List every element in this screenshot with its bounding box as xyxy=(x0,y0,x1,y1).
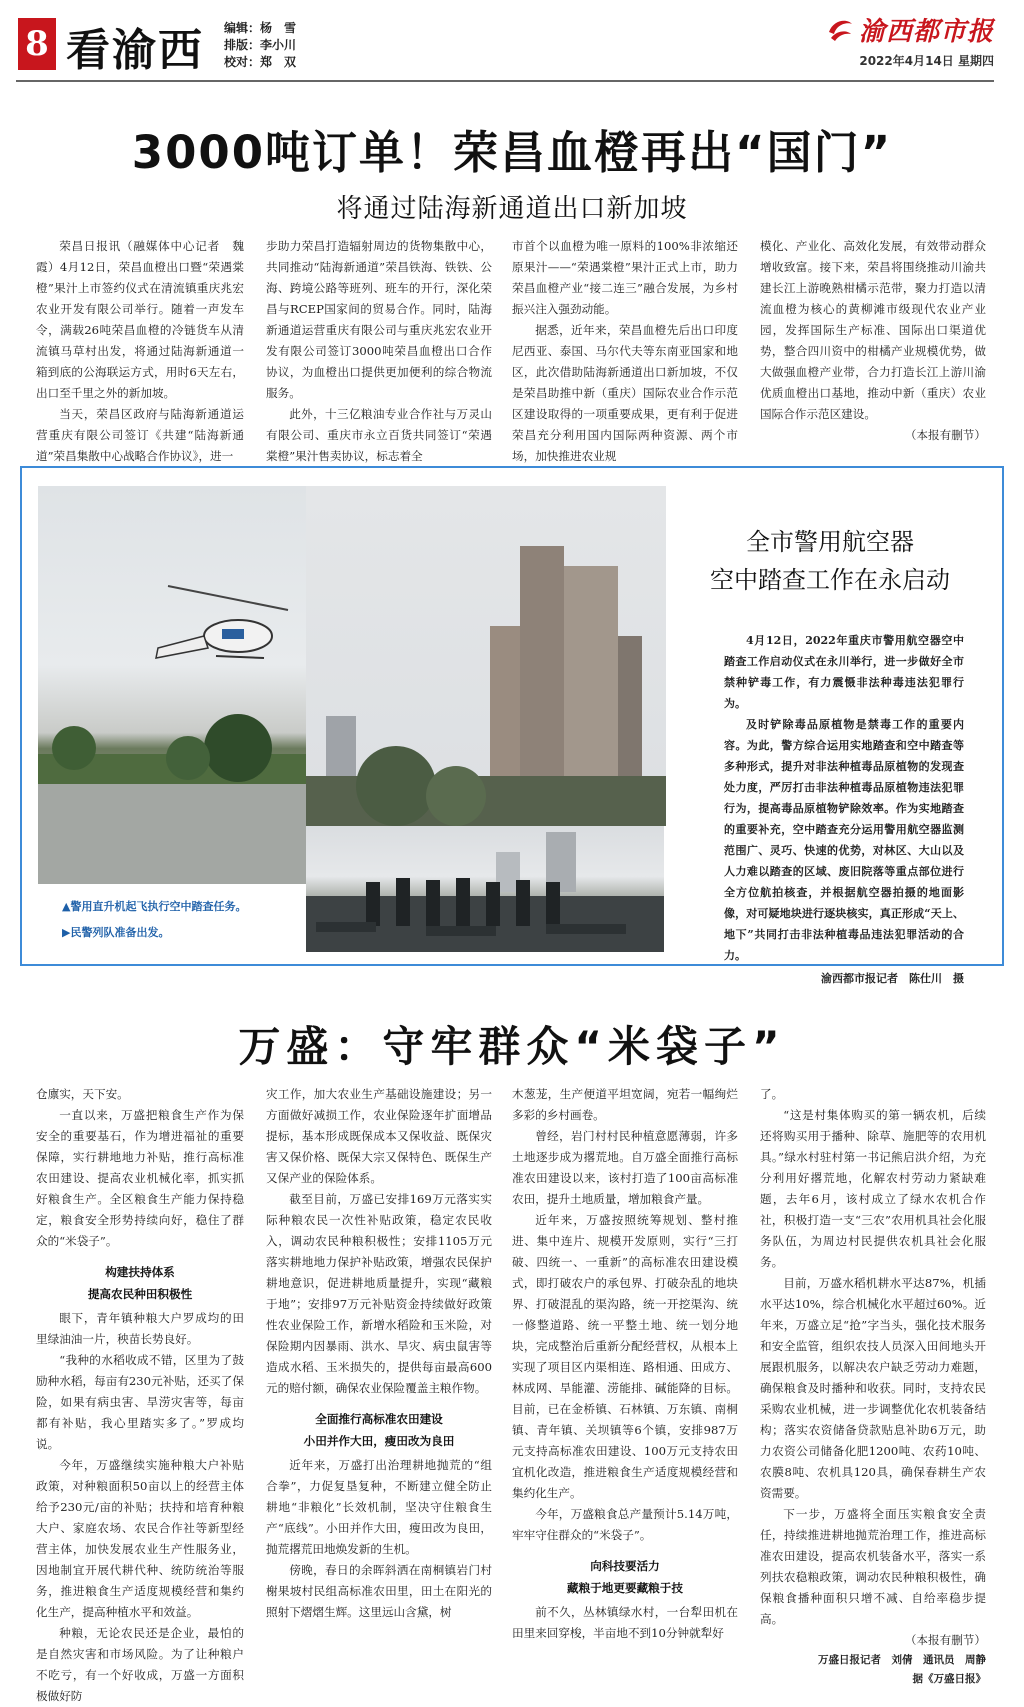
paragraph: 一直以来，万盛把粮食生产作为保安全的重要基石，作为增进福祉的重要保障，实行耕地地力补贴，推行高标准农田建设、提高农业机械化率，抓实抓好粮食生产。全区粮食生产能力保持稳定，粮食安全形势持续向好，稳住了群众的“米袋子”。 xyxy=(36,1108,244,1248)
issue-date: 2022年4月14日 星期四 xyxy=(859,54,994,68)
paragraph: 仓廪实，天下安。 xyxy=(36,1087,129,1101)
paragraph: 今年，万盛粮食总产量预计5.14万吨，牢牢守住群众的“米袋子”。 xyxy=(512,1507,738,1542)
buildings-photo xyxy=(306,486,666,826)
paragraph: 此外，十三亿粮油专业合作社与万灵山有限公司、重庆市永立百货共同签订“荣遇棠橙”果汁售卖协议，标志着全 xyxy=(266,407,492,463)
story2-byline: 万盛日报记者 刘倩 通讯员 周静 xyxy=(818,1654,986,1666)
newspaper-logo xyxy=(825,12,994,46)
story2-byline: 据《万盛日报》 xyxy=(912,1673,986,1685)
photo-credit: 渝西都市报记者 陈仕川 摄 xyxy=(821,972,964,985)
paragraph: 截至目前，万盛已安排169万元落实实际种粮农民一次性补贴政策，稳定农民收入，调动农民种粮积极性；安排1105万元落实耕地地力保护补贴政策，增强农民保护耕地意识，促进耕地质量提升，实现“藏粮于地”；安排97万元补贴资金持续做好政策性农业保险工作，新增水稻险和玉米险，对保险期内因暴雨、洪水、旱灾、病虫鼠害等造成水稻、玉米损失的，提供每亩最高600元的赔付额，确保农业保险覆盖主粮作物。 xyxy=(266,1192,492,1395)
paragraph: 及时铲除毒品原植物是禁毒工作的重要内容。为此，警方综合运用实地踏查和空中踏查等多种形式，提升对非法种植毒品原植物的发现查处力度，严厉打击非法种植毒品原植物违法犯罪行为，提高毒品原植物铲除效率。作为实地踏查的重要补充，空中踏查充分运用警用航空器监测范围广、灵巧、快速的优势，对林区、大山以及人力难以踏查的区域、废旧院落等重点部位进行全方位航拍核查，并根据航空器拍摄的地面影像，对可疑地块进行逐块核实，真正形成“天上、地下”共同打击非法种植毒品违法犯罪活动的合力。 xyxy=(724,718,964,962)
story2-column-4 xyxy=(760,1084,986,1685)
team-caption: ▶民警列队准备出发。 xyxy=(62,926,170,939)
story2-headline: 万盛：守牢群众“米袋子” xyxy=(238,1022,786,1071)
story1-column-4 xyxy=(760,236,986,442)
story1-credit: （本报有删节） xyxy=(904,428,986,442)
section-subhead: 全面推行高标准农田建设 xyxy=(315,1412,443,1426)
story1-column-1 xyxy=(36,236,244,463)
paragraph: 市首个以血橙为唯一原料的100%非浓缩还原果汁——“荣遇棠橙”果汁正式上市，助力荣昌血橙产业“接二连三”融合发展，为乡村振兴注入强劲动能。 xyxy=(512,239,738,316)
paragraph: 曾经，岩门村村民种植意愿薄弱，许多土地逐步成为撂荒地。自万盛全面推行高标准农田建设以来，该村打造了100亩高标准农田，提升土地质量，增加粮食产量。 xyxy=(512,1129,738,1206)
paragraph: 近年来，万盛按照统筹规划、整村推进、集中连片、规模开发原则，实行“三打破、四统一、一重新”的高标准农田建设模式，即打破农户的承包界、打破杂乱的地块界、打破混乱的渠沟路，统一开挖渠沟、统一修整道路、统一平整土地、统一划分地块，完成整治后重新分配经营权，从根本上实现了项目区内渠相连、路相通、田成方、林成网、旱能灌、涝能排、碱能降的目标。目前，已在金桥镇、石林镇、万东镇、南桐镇、青年镇、关坝镇等6个镇，安排987万元支持高标准农田建设、100万元支持农田宜机化改造，推进粮食生产适度规模经营和集约化生产。 xyxy=(512,1213,738,1500)
story2-column-3 xyxy=(512,1084,738,1640)
page-number: 8 xyxy=(18,18,56,70)
section-subhead: 构建扶持体系 xyxy=(105,1265,175,1279)
paragraph: 傍晚，春日的余晖斜洒在南桐镇岩门村榭果坡村民组高标准农田里，田土在阳光的照射下熠熠生辉。这里远山含黛，树 xyxy=(266,1563,492,1619)
feature-title-line2: 空中踏查工作在永启动 xyxy=(710,566,950,594)
paragraph: 种粮，无论农民还是企业，最怕的是自然灾害和市场风险。为了让种粮户不吃亏，有一个好收成，万盛一方面积极做好防 xyxy=(36,1626,244,1703)
paragraph: 前不久，丛林镇绿水村，一台犁田机在田里来回穿梭，半亩地不到10分钟就犁好 xyxy=(512,1605,738,1640)
helicopter-photo xyxy=(38,486,306,884)
story2-column-1 xyxy=(36,1084,244,1703)
section-title: 看渝西 xyxy=(66,25,204,76)
paragraph: 下一步，万盛将全面压实粮食安全责任，持续推进耕地抛荒治理工作，推进高标准农田建设，提高农机装备水平，落实一系列扶农稳粮政策，调动农民种粮积极性，确保粮食播种面积只增不减、自给率稳步提高。 xyxy=(760,1507,986,1626)
paragraph: 步助力荣昌打造辐射周边的货物集散中心，共同推动“陆海新通道”荣昌铁海、铁铁、公海、跨境公路等班列、班车的开行，深化荣昌与RCEP国家间的贸易合作。同时，陆海新通道运营重庆有限公司与重庆兆宏农业开发有限公司签订3000吨荣昌血橙出口合作协议，为血橙出口提供更加便利的综合物流服务。 xyxy=(266,239,492,400)
paragraph: 4月12日，2022年重庆市警用航空器空中踏查工作启动仪式在永川举行，进一步做好全市禁种铲毒工作，有力震慑非法种毒违法犯罪行为。 xyxy=(724,634,964,710)
section-subhead: 向科技要活力 xyxy=(590,1559,660,1573)
section-subhead-line2: 提高农民种田积极性 xyxy=(87,1287,193,1301)
paragraph: “我种的水稻收成不错，区里为了鼓励种水稻，每亩有230元补贴，还买了保险，如果有病虫害、旱涝灾害等，每亩都有补贴，我心里踏实多了。”罗成均说。 xyxy=(36,1353,244,1451)
buildings-illustration xyxy=(306,486,666,826)
paragraph: 灾工作，加大农业生产基础设施建设；另一方面做好减损工作，农业保险逐年扩面增品提标，基本形成既保成本又保收益、既保灾害又保价格、既保大宗又保特色、既保生产又保产业的保险体系。 xyxy=(266,1087,492,1185)
paragraph: 目前，万盛水稻机耕水平达87%，机插水平达10%，综合机械化水平超过60%。近年来，万盛立足“抢”字当头，强化技术服务和安全监管，组织农技人员深入田间地头开展跟机服务，以解决农户缺乏劳动力难题，确保粮食及时播种和收获。同时，支持农民采购农业机械，进一步调整优化农机装备结构；落实农资储备贷款贴息补助6万元，助力农资公司储备化肥1200吨、农药10吨、农膜8吨、农机具120具，确保春耕生产农资需要。 xyxy=(760,1276,986,1500)
editor-line: 编辑：杨 雪 xyxy=(224,21,297,35)
paragraph: 木葱茏，生产便道平坦宽阔，宛若一幅绚烂多彩的乡村画卷。 xyxy=(512,1087,738,1122)
paragraph: 当天，荣昌区政府与陆海新通道运营重庆有限公司签订《共建“陆海新通道”荣昌集散中心战略合作协议》，进一 xyxy=(36,407,244,463)
feature-body xyxy=(724,630,964,989)
paragraph: 眼下，青年镇种粮大户罗成均的田里绿油油一片，秧苗长势良好。 xyxy=(36,1311,244,1346)
paragraph: 荣昌日报讯（融媒体中心记者 魏霞）4月12日，荣昌血橙出口暨“荣遇棠橙”果汁上市签约仪式在清流镇重庆兆宏农业开发有限公司举行。随着一声发车令，满载26吨荣昌血橙的冷链货车从清流镇马草村出发，将通过陆海新通道一箱到底的公海联运方式，用时6天左右，出口至千里之外的新加坡。 xyxy=(36,239,244,400)
paragraph: 今年，万盛继续实施种粮大户补贴政策，对种粮面积50亩以上的经营主体给予230元/亩的补贴；扶持和培育种粮大户、家庭农场、农民合作社等新型经营主体，加快发展农业生产性服务业，因地制宜开展代耕代种、统防统治等服务，推进粮食生产适度规模经营和集约化生产，提高种植水平和效益。 xyxy=(36,1458,244,1619)
paragraph: “这是村集体购买的第一辆农机，后续还将购买用于播种、除草、施肥等的农用机具。”绿水村驻村第一书记熊启洪介绍，为充分利用好撂荒地，化解农村劳动力紧缺难题，去年6月，该村成立了绿水农机合作社，积极打造一支“三农”农用机具社会化服务队伍，为周边村民提供农机具社会化服务。 xyxy=(760,1108,986,1269)
section-subhead-line2: 小田并作大田，瘦田改为良田 xyxy=(303,1434,455,1448)
feature-title-line1: 全市警用航空器 xyxy=(746,528,914,556)
masthead-divider xyxy=(16,80,994,82)
paragraph: 据悉，近年来，荣昌血橙先后出口印度尼西亚、泰国、马尔代夫等东南亚国家和地区，此次借助陆海新通道出口新加坡，不仅是荣昌助推中新（重庆）国际农业合作示范区建设取得的一项重要成果，更有利于促进荣昌充分利用国内国际两种资源、两个市场，加快推进农业规 xyxy=(512,323,738,463)
story1-column-2 xyxy=(266,236,492,463)
newspaper-logo-icon xyxy=(825,14,855,44)
story1-column-3 xyxy=(512,236,738,463)
proof-line: 校对：郑 双 xyxy=(224,55,297,69)
story2-column-2 xyxy=(266,1084,492,1619)
paragraph: 模化、产业化、高效化发展，有效带动群众增收致富。接下来，荣昌将围绕推动川渝共建长江上游晚熟柑橘示范带，聚力打造以清流血橙为核心的黄柳滩市级现代农业产业园，发挥国际生产标准、国际出口渠道优势，整合四川资中的柑橘产业规模优势，做大做强血橙产业带，合力打造长江上游川渝优质血橙出口基地，推动中新（重庆）农业国际合作示范区建设。 xyxy=(760,239,986,421)
story1-subheadline: 将通过陆海新通道出口新加坡 xyxy=(336,194,688,224)
story2-credit: （本报有删节） xyxy=(904,1633,986,1647)
layout-line: 排版：李小川 xyxy=(224,38,297,52)
helicopter-caption: ▲警用直升机起飞执行空中踏查任务。 xyxy=(62,900,247,913)
story1-headline: 3000吨订单！荣昌血橙再出“国门” xyxy=(131,126,893,179)
paragraph: 了。 xyxy=(760,1087,784,1101)
helicopter-illustration xyxy=(38,486,306,884)
police-team-photo xyxy=(306,826,664,952)
section-subhead-line2: 藏粮于地更要藏粮于技 xyxy=(567,1581,683,1595)
masthead xyxy=(0,0,1024,80)
paper-name: 渝西都市报 xyxy=(858,16,994,47)
editor-credits xyxy=(224,20,296,71)
paragraph: 近年来，万盛打出治理耕地抛荒的“组合拳”，力促复垦复种，不断建立健全防止耕地“非粮化”长效机制，坚决守住粮食生产“底线”。小田并作大田，瘦田改为良田，抛荒撂荒田地焕发新的生机。 xyxy=(266,1458,492,1556)
police-team-illustration xyxy=(306,826,664,952)
